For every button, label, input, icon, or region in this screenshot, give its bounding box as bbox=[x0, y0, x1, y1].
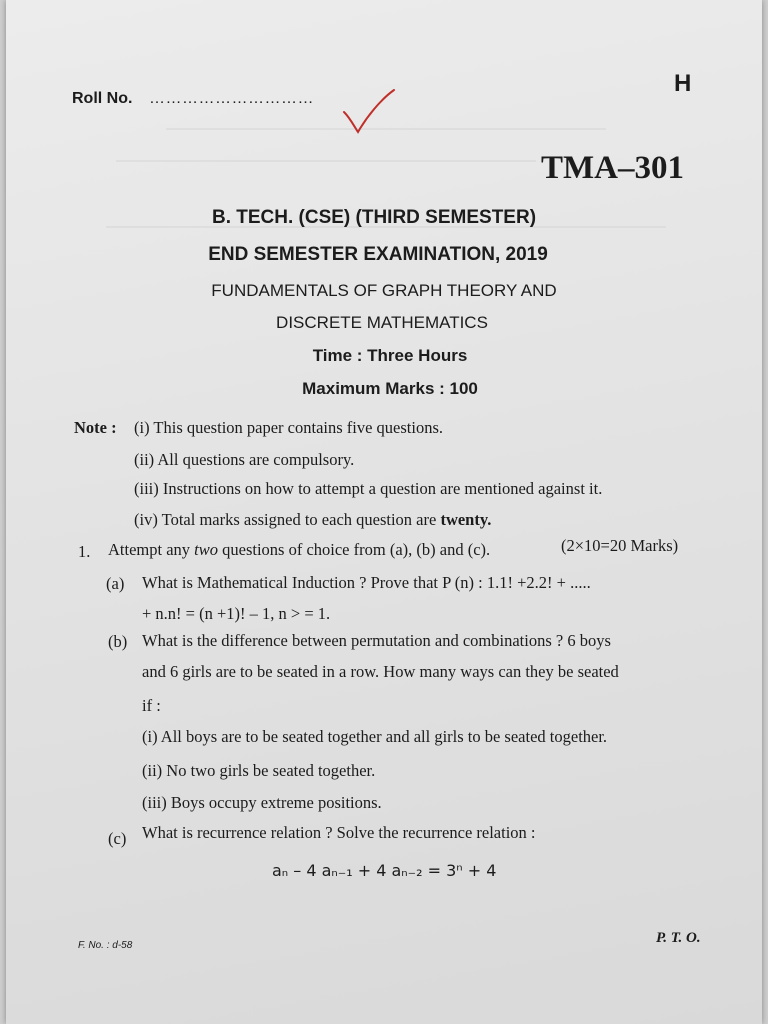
subquestion-text: What is recurrence relation ? Solve the recurrence relation : bbox=[142, 823, 536, 842]
subquestion-label: (c) bbox=[108, 829, 127, 848]
roll-number-label: Roll No. bbox=[72, 90, 133, 107]
subject-title-line2: DISCRETE MATHEMATICS bbox=[276, 313, 488, 332]
subquestion-text: + n.n! = (n +1)! – 1, n > = 1. bbox=[142, 604, 331, 623]
maximum-marks: Maximum Marks : 100 bbox=[302, 379, 478, 398]
exam-duration: Time : Three Hours bbox=[312, 346, 468, 365]
note-item bbox=[134, 510, 491, 530]
question-marks: (2×10=20 Marks) bbox=[561, 536, 679, 555]
please-turn-over: P. T. O. bbox=[656, 930, 701, 946]
bleed-through-line bbox=[116, 160, 536, 162]
subquestion-part: (i) All boys are to be seated together and all girls to be seated together. bbox=[142, 727, 608, 746]
file-number: F. No. : d-58 bbox=[78, 940, 133, 951]
instruction-emphasis: two bbox=[194, 540, 218, 559]
instruction-text: Attempt any bbox=[108, 540, 195, 559]
note-item-text: (iv) Total marks assigned to each question are bbox=[134, 510, 441, 529]
subquestion-text: What is Mathematical Induction ? Prove that P (n) : 1.1! +2.2! + ..... bbox=[142, 573, 591, 592]
note-label: Note : bbox=[74, 418, 117, 437]
question-instruction bbox=[108, 540, 490, 560]
subject-title-line1: FUNDAMENTALS OF GRAPH THEORY AND bbox=[211, 281, 557, 300]
recurrence-equation: aₙ – 4 aₙ₋₁ + 4 aₙ₋₂ = 3ⁿ + 4 bbox=[272, 861, 497, 880]
exam-title: END SEMESTER EXAMINATION, 2019 bbox=[208, 244, 548, 265]
subquestion-text: and 6 girls are to be seated in a row. How many ways can they be seated bbox=[142, 662, 619, 681]
paper-set-letter: H bbox=[674, 70, 692, 97]
note-item-emphasis: twenty. bbox=[440, 510, 492, 529]
question-number: 1. bbox=[78, 542, 91, 561]
note-item: (iii) Instructions on how to attempt a question are mentioned against it. bbox=[134, 479, 603, 498]
roll-number-field: ………………………… bbox=[149, 90, 314, 107]
subquestion-label: (b) bbox=[108, 632, 128, 651]
subquestion-part: (iii) Boys occupy extreme positions. bbox=[142, 793, 382, 812]
note-item: (ii) All questions are compulsory. bbox=[134, 450, 355, 469]
subquestion-text: if : bbox=[142, 696, 161, 715]
course-title: B. TECH. (CSE) (THIRD SEMESTER) bbox=[211, 207, 537, 228]
paper-code: TMA–301 bbox=[541, 150, 684, 186]
bleed-through-line bbox=[166, 128, 606, 130]
note-item: (i) This question paper contains five questions. bbox=[134, 418, 444, 437]
subquestion-text: What is the difference between permutation and combinations ? 6 boys bbox=[142, 631, 611, 650]
subquestion-part: (ii) No two girls be seated together. bbox=[142, 761, 376, 780]
exam-paper-sheet bbox=[6, 0, 762, 1024]
subquestion-label: (a) bbox=[106, 574, 125, 593]
instruction-text: questions of choice from (a), (b) and (c). bbox=[218, 540, 491, 559]
